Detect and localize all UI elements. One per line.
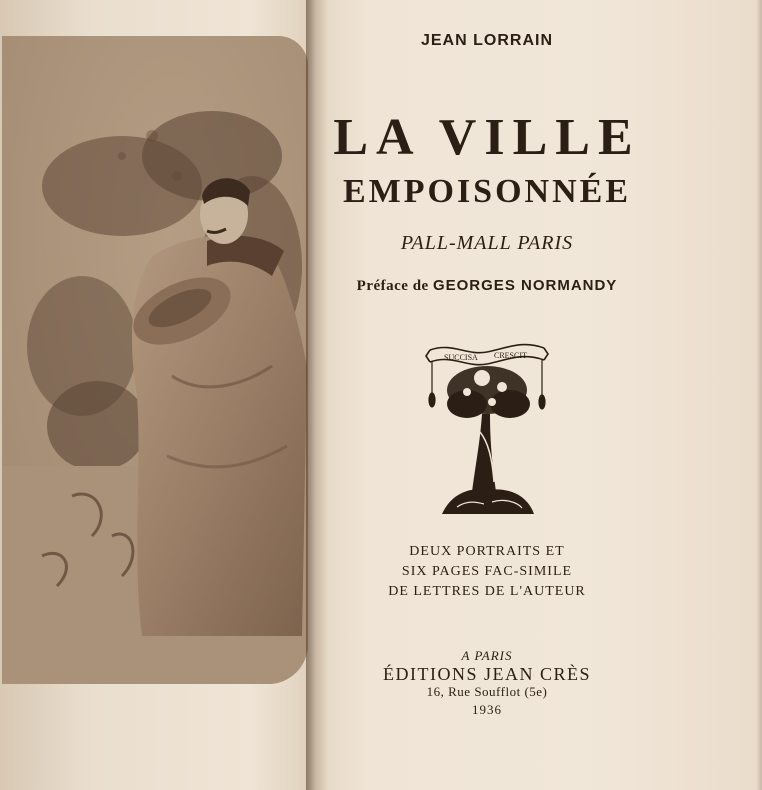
emblem-motto-right: CRESCIT — [494, 351, 527, 360]
page-edge — [756, 0, 762, 790]
frontispiece-photo — [2, 36, 308, 684]
contents-note-line: DEUX PORTRAITS ET — [409, 544, 565, 559]
publisher-address: 16, Rue Soufflot (5e) — [426, 684, 548, 699]
book-title-line-2: EMPOISONNÉE — [342, 173, 632, 210]
contents-note-line: SIX PAGES FAC-SIMILE — [401, 564, 573, 579]
contents-note-line: DE LETTRES DE L'AUTEUR — [388, 584, 586, 599]
title-page — [312, 0, 762, 790]
publisher-emblem — [422, 332, 552, 522]
publication-year: 1936 — [472, 702, 502, 717]
contents-note — [312, 542, 662, 602]
preface-credit — [312, 277, 662, 295]
author-name: JEAN LORRAIN — [420, 32, 553, 49]
preface-label: Préface de — [356, 278, 429, 294]
publisher-name: ÉDITIONS JEAN CRÈS — [382, 664, 591, 684]
book-gutter — [306, 0, 328, 790]
publication-place: A PARIS — [461, 648, 513, 663]
portrait-image — [2, 36, 308, 684]
book-title-line-1: LA VILLE — [333, 109, 641, 166]
emblem-motto-left: SUCCISA — [444, 353, 478, 362]
preface-author: GEORGES NORMANDY — [432, 277, 618, 294]
left-page — [0, 0, 312, 790]
series-name: PALL-MALL PARIS — [400, 232, 574, 254]
